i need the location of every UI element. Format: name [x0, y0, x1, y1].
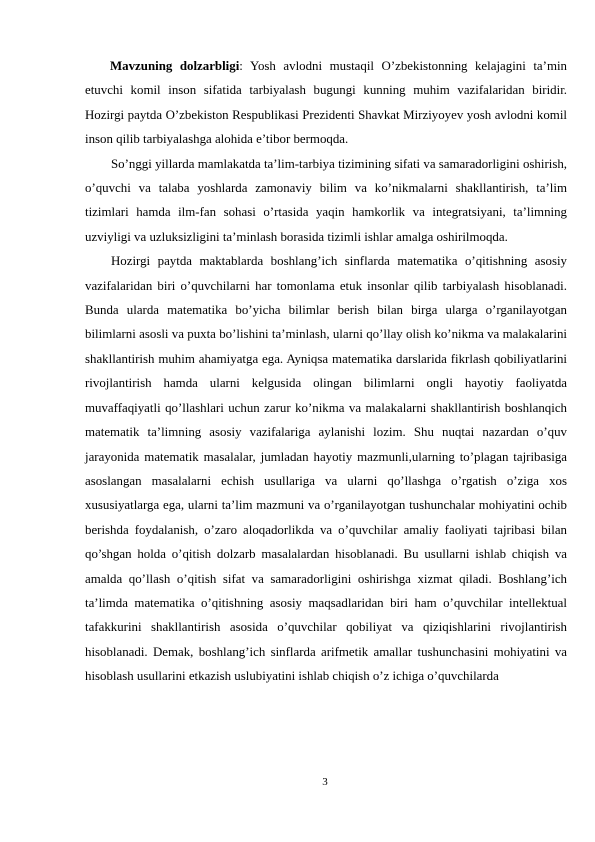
section-heading-colon: :: [239, 59, 243, 73]
body-paragraph: So’nggi yillarda mamlakatda ta’lim-tarbiya tizimining sifati va samaradorligini oshirish, o’quvchi va talaba yoshlarda zamonaviy bilim va ko’nikmalarni shakllantirish, ta’lim tizimlari hamda ilm-fan sohasi o’rtasida yaqin hamkorlik va integratsiyani, ta’limning uzviyligi va uzluksizligini ta’minlash borasida tizimli ishlar amalga oshirilmoqda.: [85, 156, 567, 244]
page-number: 3: [322, 776, 328, 788]
section-heading: Mavzuning dolzarbligi: [110, 59, 240, 73]
intro-paragraph: [85, 54, 567, 152]
document-body: [85, 54, 567, 689]
intro-text: Yosh avlodni mustaqil O’zbekistonning kelajagini ta’min etuvchi komil inson sifatida tarbiyalash bugungi kunning muhim vazifalaridan biridir. Hozirgi paytda O’zbekiston Respublikasi Prezidenti Shavkat Mirziyoyev yosh avlodni komil inson qilib tarbiyalashga alohida e’tibor bermoqda.: [85, 59, 567, 147]
body-paragraph: Hozirgi paytda maktablarda boshlang’ich sinflarda matematika o’qitishning asosiy vazifalaridan biri o’quvchilarni har tomonlama etuk insonlar qilib tarbiyalash hisoblanadi. Bunda ularda matematika bo’yicha bilimlar berish bilan birga ularga o’rganilayotgan bilimlarni asosli va puxta bo’lishini ta’minlash, ularni qo’llay olish ko’nikma va malakalarini shakllantirish muhim ahamiyatga ega. Ayniqsa matematika darslarida fikrlash qobiliyatlarini rivojlantirish hamda ularni kelgusida olingan bilimlarni ongli hayotiy faoliyatda muvaffaqiyatli qo’llashlari uchun zarur ko’nikma va malakalarni shakllantirish boshlanqich matematik ta’limning asosiy vazifalariga aylanishi lozim. Shu nuqtai nazardan o’quv jarayonida matematik masalalar, jumladan hayotiy mazmunli,ularning to’plagan tajribasiga asoslangan masalalarni echish usullariga va ularni qo’llashga o’rgatish o’ziga xos xususiyatlarga ega, ularni ta’lim mazmuni va o’rganilayotgan tushunchalar mohiyatini ochib berishda foydalanish, o’zaro aloqadorlikda va o’quvchilar amaliy faoliyati tajribasi bilan qo’shgan holda o’qitish dolzarb masalalardan hisoblanadi. Bu usullarni ishlab chiqish va amalda qo’llash o’qitish sifat va samaradorligini oshirishga xizmat qiladi. Boshlang’ich ta’limda matematika o’qitishning asosiy maqsadlaridan biri ham o’quvchilar intellektual tafakkurini shakllantirish asosida o’quvchilar qobiliyat va qiziqishlarini rivojlantirish hisoblanadi. Demak, boshlang’ich sinflarda arifmetik amallar tushunchasini mohiyatini va hisoblash usullarini etkazish uslubiyatini ishlab chiqish o’z ichiga o’quvchilarda: [85, 254, 567, 684]
